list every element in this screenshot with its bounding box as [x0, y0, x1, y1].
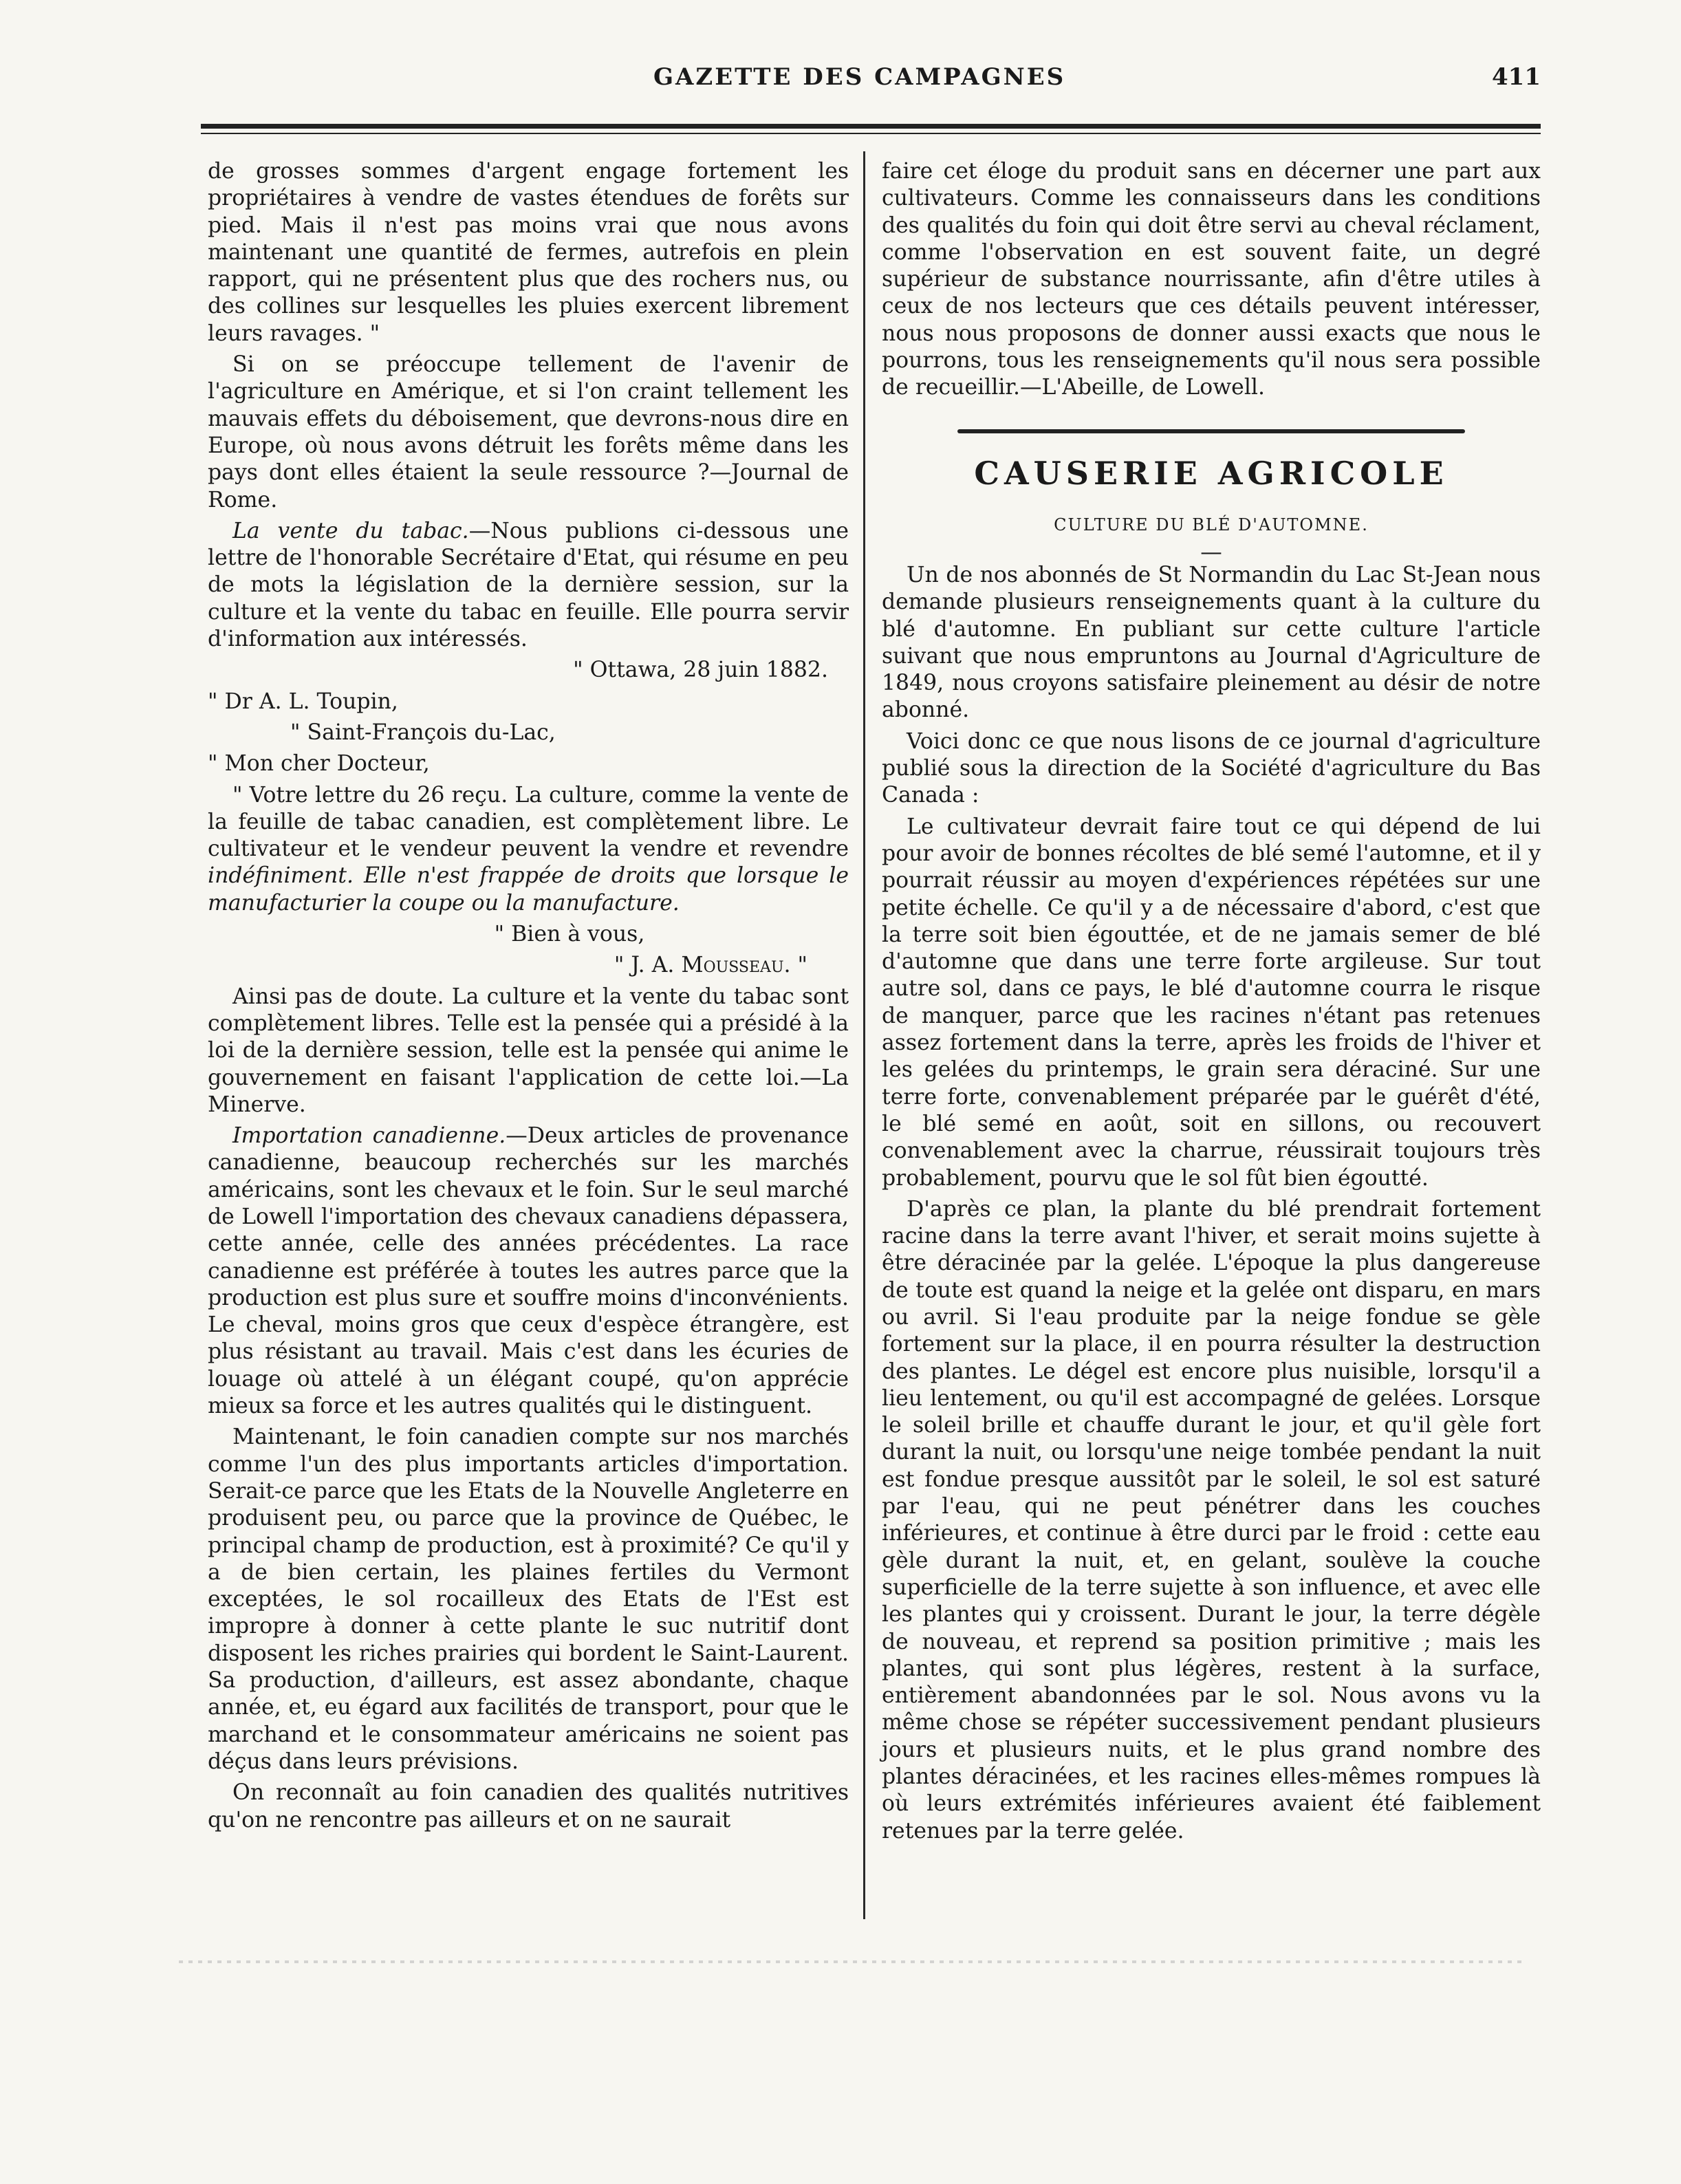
right-column	[882, 158, 1541, 1849]
section-title: CAUSERIE AGRICOLE	[974, 454, 1449, 492]
paragraph: Le cultivateur devrait faire tout ce qui dépend de lui pour avoir de bonnes récoltes de blé semé l'automne, et il y pourrait réussir au moyen d'expériences répétées sur une petite échelle. Ce qu'il y a de nécessaire d'abord, c'est que la terre soit bien égouttée, et de ne jamais semer de blé d'automne que dans une terre forte argileuse. Sur tout autre sol, dans ce pays, le blé d'automne courra le risque de manquer, parce que les racines n'étant pas retenues assez fortement dans la terre, après les froids de l'hiver et les gelées du printemps, le grain sera déraciné. Sur une terre forte, convenablement préparée par le guérêt d'été, le blé semé en août, soit en sillons, ou recouvert convenablement avec la charrue, réussirait toujours très probablement, pourvu que le sol fût bien égoutté.	[882, 814, 1541, 1191]
paragraph: faire cet éloge du produit sans en décerner une part aux cultivateurs. Comme les connaisseurs dans les conditions des qualités du foin qui doit être servi au cheval réclament, comme l'observation en est souvent faite, un degré supérieur de substance nourrissante, afin d'être utiles à ceux de nos lecteurs que ces détails peuvent intéresser, nous nous proposons de donner aussi exacts que nous le pourrons, tous les renseignements qu'il nous sera possible de recueillir.—L'Abeille, de Lowell.	[882, 159, 1541, 400]
header-rule-thin	[201, 133, 1541, 134]
paragraph: Voici donc ce que nous lisons de ce journal d'agriculture publié sous la direction de la Société d'agriculture du Bas Canada :	[882, 728, 1541, 808]
letter-body: " Votre lettre du 26 reçu. La culture, comme la vente de la feuille de tabac canadien, est complètement libre. Le cultivateur et le vendeur peuvent la vendre et revendre indéfiniment. Elle n'est frappée de droits que lorsque le manufacturier la coupe ou la manufacture.	[208, 782, 849, 916]
letter-address: " Saint-François du-Lac,	[290, 720, 556, 745]
letter-addressee: " Dr A. L. Toupin,	[208, 689, 398, 714]
paragraph: Importation canadienne.—Deux articles de provenance canadienne, beaucoup recherchés sur les marchés américains, sont les chevaux et le foin. Sur le seul marché de Lowell l'importation des chevaux canadiens dépassera, cette année, celle des années précédentes. La race canadienne est préférée à toutes les autres parce que la production est plus sure et souffre moins d'inconvénients. Le cheval, moins gros que ceux d'espèce étrangère, est plus résistant au travail. Mais c'est dans les écuries de louage où attelé à un élégant coupé, qu'on apprécie mieux sa force et les autres qualités qui le distinguent.	[208, 1123, 849, 1419]
page-header	[199, 63, 1541, 98]
paragraph: La vente du tabac.—Nous publions ci-dessous une lettre de l'honorable Secrétaire d'Etat, qui résume en peu de mots la législation de la dernière session, sur la culture et la vente du tabac en feuille. Elle pourra servir d'information aux intéressés.	[208, 518, 849, 652]
section-subtitle: CULTURE DU BLÉ D'AUTOMNE.	[1054, 515, 1369, 534]
paragraph: On reconnaît au foin canadien des qualités nutritives qu'on ne rencontre pas ailleurs et on ne saurait	[208, 1780, 849, 1832]
section-rule	[957, 429, 1465, 433]
column-separator	[863, 151, 865, 1919]
paragraph: Ainsi pas de doute. La culture et la vente du tabac sont complètement libres. Telle est la pensée qui a présidé à la loi de la dernière session, telle est la pensée qui anime le gouvernement en faisant l'application de cette loi.—La Minerve.	[208, 984, 849, 1117]
running-title: GAZETTE DES CAMPAGNES	[653, 63, 1066, 91]
paragraph-heading: Importation canadienne.	[232, 1123, 506, 1149]
paragraph: Maintenant, le foin canadien compte sur nos marchés comme l'un des plus importants articles d'importation. Serait-ce parce que les Etats de la Nouvelle Angleterre en produisent peu, ou parce que la province de Québec, le principal champ de production, est à proximité? Ce qu'il y a de bien certain, les plaines fertiles du Vermont exceptées, le sol rocailleux des Etats de l'Est est impropre à donner à cette plante le suc nutritif dont disposent les riches prairies qui bordent le Saint-Laurent. Sa production, d'ailleurs, est assez abondante, chaque année, et, eu égard aux facilités de transport, pour que le marchand et le consommateur américains ne soient pas déçus dans leurs prévisions.	[208, 1425, 849, 1774]
paragraph: de grosses sommes d'argent engage fortement les propriétaires à vendre de vastes étendues de forêts sur pied. Mais il n'est pas moins vrai que nous avons maintenant une quantité de fermes, autrefois en plein rapport, qui ne présentent plus que des rochers nus, ou des collines sur lesquelles les pluies exercent librement leurs ravages. "	[208, 159, 849, 346]
paragraph: Un de nos abonnés de St Normandin du Lac St-Jean nous demande plusieurs renseignements quant à la culture du blé d'automne. En publiant sur cette culture l'article suivant que nous empruntons au Journal d'Agriculture de 1849, nous croyons satisfaire pleinement au désir de notre abonné.	[882, 562, 1541, 723]
letter-closing: " Bien à vous,	[494, 922, 645, 947]
paragraph: D'après ce plan, la plante du blé prendrait fortement racine dans la terre avant l'hiver, et serait moins sujette à être déracinée par la gelée. L'époque la plus dangereuse de toute est quand la neige et la gelée ont disparu, en mars ou avril. Si l'eau produite par la neige fondue se gèle fortement sur la place, il en pourra résulter la destruction des plantes. Le dégel est encore plus nuisible, lorsqu'il a lieu lentement, ou qu'il est accompagné de gelées. Lorsque le soleil brille et chauffe durant le jour, et qu'il gèle fort durant la nuit, ou lorsqu'une neige tombée pendant la nuit est fondue presque aussitôt par le soleil, le sol est saturé par l'eau, qui ne peut pénétrer dans les couches inférieures, et continue à être durci par le froid : cette eau gèle durant la nuit, et, en gelant, soulève la couche superficielle de la terre sujette à son influence, et avec elle les plantes qui y croissent. Durant le jour, la terre dégèle de nouveau, et reprend sa position primitive ; mais les plantes, qui sont plus légères, restent à la surface, entièrement abandonnées par le sol. Nous avons vu la même chose se répéter successivement pendant plusieurs jours et plusieurs nuits, et le plus grand nombre des plantes déracinées, et les racines elles-mêmes rompues là où leurs extrémités inférieures avaient été faiblement retenues par la terre gelée.	[882, 1196, 1541, 1844]
left-column	[208, 158, 849, 1838]
letter-salutation: " Mon cher Docteur,	[208, 751, 430, 777]
letter-signature: " J. A. Mousseau. "	[614, 953, 807, 978]
paragraph: Si on se préoccupe tellement de l'avenir de l'agriculture en Amérique, et si l'on craint tellement les mauvais effets du déboisement, que devrons-nous dire en Europe, où nous avons détruit les forêts même dans les pays dont elles étaient la seule ressource ?—Journal de Rome.	[208, 352, 849, 512]
section-dash: —	[1200, 539, 1222, 565]
page-number: 411	[1492, 63, 1541, 91]
paragraph-heading: La vente du tabac.	[232, 518, 469, 543]
letter-date: " Ottawa, 28 juin 1882.	[573, 658, 828, 683]
bleed-through-noise	[179, 1960, 1527, 1963]
header-rule-thick	[201, 124, 1541, 129]
